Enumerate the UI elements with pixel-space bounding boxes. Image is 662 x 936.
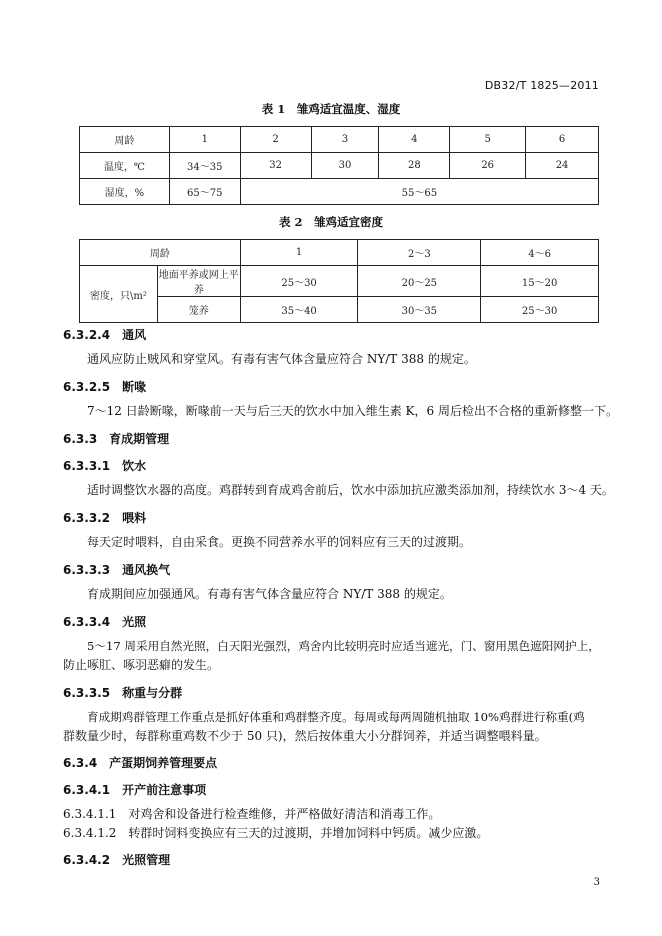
section-number: 6.3.3.3 bbox=[63, 563, 111, 577]
table-cell: 15～20 bbox=[481, 266, 599, 297]
paragraph-line: 通风应防止贼风和穿堂风。有毒有害气体含量应符合 NY/T 388 的规定。 bbox=[87, 352, 476, 366]
section-title: 光照管理 bbox=[122, 853, 171, 867]
section-title: 光照 bbox=[122, 615, 147, 629]
page-number: 3 bbox=[593, 877, 600, 888]
paragraph-line: 5～17 周采用自然光照，白天阳光强烈，鸡舍内比较明亮时应适当遮光，门、窗用黑色遮阳网护上， bbox=[87, 639, 600, 653]
section-number: 6.3.3 bbox=[63, 432, 98, 446]
table-row bbox=[80, 240, 599, 266]
table-cell: 55～65 bbox=[240, 179, 598, 205]
document-code: DB32/T 1825—2011 bbox=[484, 79, 599, 92]
table-row bbox=[80, 127, 599, 153]
paragraph-line: 6.3.4.1.1 对鸡舍和设备进行检查维修，并严格做好清洁和消毒工作。 bbox=[63, 807, 441, 821]
section-heading bbox=[63, 378, 146, 395]
section-title: 产蛋期饲养管理要点 bbox=[109, 756, 218, 770]
section-title: 育成期管理 bbox=[109, 432, 170, 446]
table-row bbox=[80, 179, 599, 205]
table-cell: 4～6 bbox=[481, 240, 599, 266]
temperature-humidity-table bbox=[79, 126, 599, 205]
section-title: 断喙 bbox=[122, 380, 147, 394]
table-cell: 35～40 bbox=[240, 297, 358, 323]
table1-caption: 表 1 雏鸡适宜温度、湿度 bbox=[261, 102, 401, 116]
table-cell: 5 bbox=[450, 127, 526, 153]
section-title: 喂料 bbox=[122, 511, 147, 525]
table2-caption: 表 2 雏鸡适宜密度 bbox=[278, 215, 383, 229]
section-title: 通风换气 bbox=[122, 563, 171, 577]
paragraph-line: 7～12 日龄断喙，断喙前一天与后三天的饮水中加入维生素 K，6 周后检出不合格的重新修整一下。 bbox=[87, 404, 618, 418]
table-cell: 3 bbox=[311, 127, 379, 153]
section-title: 通风 bbox=[122, 328, 147, 342]
table-cell: 28 bbox=[379, 153, 450, 179]
paragraph-line: 育成期鸡群管理工作重点是抓好体重和鸡群整齐度。每周或每两周随机抽取 10%鸡群进行称重(鸡 bbox=[87, 710, 585, 724]
table-cell: 密度，只\m² bbox=[80, 266, 158, 323]
table-cell: 4 bbox=[379, 127, 450, 153]
section-heading bbox=[63, 509, 146, 526]
section-number: 6.3.3.4 bbox=[63, 615, 111, 629]
table-cell: 周龄 bbox=[80, 127, 170, 153]
section-number: 6.3.4 bbox=[63, 756, 98, 770]
paragraph-line: 防止啄肛、啄羽恶癖的发生。 bbox=[63, 658, 220, 672]
table-cell: 65～75 bbox=[169, 179, 240, 205]
section-heading bbox=[63, 781, 206, 798]
table-cell: 30 bbox=[311, 153, 379, 179]
section-number: 6.3.3.2 bbox=[63, 511, 111, 525]
table-cell: 1 bbox=[169, 127, 240, 153]
table-cell: 2～3 bbox=[358, 240, 481, 266]
section-heading bbox=[63, 684, 182, 701]
section-number: 6.3.3.1 bbox=[63, 459, 111, 473]
table-cell: 30～35 bbox=[358, 297, 481, 323]
section-heading bbox=[63, 613, 146, 630]
table-cell: 地面平养或网上平养 bbox=[157, 266, 240, 297]
table-cell: 26 bbox=[450, 153, 526, 179]
table-cell: 24 bbox=[526, 153, 599, 179]
table-cell: 笼养 bbox=[157, 297, 240, 323]
table-cell: 25～30 bbox=[240, 266, 358, 297]
paragraph-line: 适时调整饮水器的高度。鸡群转到育成鸡舍前后，饮水中添加抗应激类添加剂，持续饮水 3～4 天。 bbox=[87, 483, 614, 497]
paragraph-line: 6.3.4.1.2 转群时饲料变换应有三天的过渡期，并增加饲料中钙质。减少应激。 bbox=[63, 826, 489, 840]
paragraph-line: 每天定时喂料，自由采食。更换不同营养水平的饲料应有三天的过渡期。 bbox=[87, 535, 472, 549]
table-row bbox=[80, 266, 599, 297]
section-heading bbox=[63, 851, 170, 868]
section-number: 6.3.4.1 bbox=[63, 783, 111, 797]
density-table bbox=[79, 239, 599, 323]
section-title: 开产前注意事项 bbox=[122, 783, 207, 797]
section-title: 称重与分群 bbox=[122, 686, 183, 700]
table-cell: 32 bbox=[240, 153, 311, 179]
section-heading bbox=[63, 561, 170, 578]
table-cell: 温度，℃ bbox=[80, 153, 170, 179]
table-cell: 2 bbox=[240, 127, 311, 153]
section-heading bbox=[63, 457, 146, 474]
section-heading bbox=[63, 430, 169, 447]
table-cell: 25～30 bbox=[481, 297, 599, 323]
table-cell: 周龄 bbox=[80, 240, 241, 266]
table-cell: 1 bbox=[240, 240, 358, 266]
section-heading bbox=[63, 326, 146, 343]
table-cell: 20～25 bbox=[358, 266, 481, 297]
table-cell: 34～35 bbox=[169, 153, 240, 179]
table-cell: 6 bbox=[526, 127, 599, 153]
section-number: 6.3.2.4 bbox=[63, 328, 111, 342]
section-heading bbox=[63, 754, 217, 771]
section-number: 6.3.4.2 bbox=[63, 853, 111, 867]
paragraph-line: 群数量少时，每群称重鸡数不少于 50 只)，然后按体重大小分群饲养，并适当调整喂料量。 bbox=[63, 729, 547, 743]
section-title: 饮水 bbox=[122, 459, 147, 473]
section-number: 6.3.3.5 bbox=[63, 686, 111, 700]
paragraph-line: 育成期间应加强通风。有毒有害气体含量应符合 NY/T 388 的规定。 bbox=[87, 587, 452, 601]
table-row bbox=[80, 297, 599, 323]
table-row bbox=[80, 153, 599, 179]
table-cell: 湿度，% bbox=[80, 179, 170, 205]
section-number: 6.3.2.5 bbox=[63, 380, 111, 394]
